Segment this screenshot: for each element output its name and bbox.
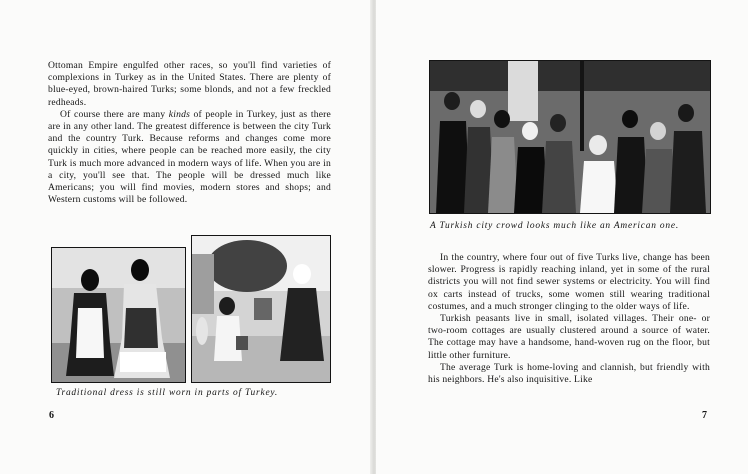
left-page [0,0,372,474]
left-paragraph-2-start: Of course there are many [60,108,169,120]
left-paragraph-1: Ottoman Empire engulfed other races, so you'll find varieties of complexions in Turkey as in the United States. There are plenty of blue-eyed, brown-haired Turks; some blonds, and not a few freckled redheads. [48,60,331,108]
left-page-text [48,60,331,206]
photo-village-water-carriers [191,235,331,383]
left-paragraph-2 [48,109,331,207]
right-paragraph-2: Turkish peasants live in small, isolated villages. Their one- or two-room cottages are usually clustered around a source of water. The cottage may have a handsome, hand-woven rug on the floor, but little other furniture. [428,313,710,361]
left-paragraph-2-emphasis: kinds [168,108,191,120]
page-number-left: 6 [49,410,54,421]
left-photo-caption: Traditional dress is still worn in parts of Turkey. [56,388,278,398]
right-page [376,0,748,474]
photo-women-traditional-dress [51,247,186,383]
right-paragraph-1: In the country, where four out of five Turks live, change has been slower. Progress is rapidly reaching inland, yet in some of the rural districts you will not find sewer systems or electricity. You will find ox carts instead of trucks, some women still wearing traditional costumes, and a much stronger clinging to the older ways of life. [428,252,710,312]
right-paragraph-3: The average Turk is home-loving and clannish, but friendly with his neighbors. He's also inquisitive. Like [428,361,710,386]
photo-city-crowd [429,60,711,214]
right-page-text [428,252,710,386]
right-photo-caption: A Turkish city crowd looks much like an American one. [430,221,679,231]
page-number-right: 7 [702,410,707,421]
left-paragraph-2-rest: of people in Turkey, just as there are in any other land. The greatest difference is between the city Turk and the country Turk. Because reforms and changes come more quickly in cities, where people can be reached more easily, the city Turk is much more advanced in modern ways of life. When you are in a city, you'll see that. The people will be dressed much like Americans; you will find movies, modern stores and shops; and Western customs will be followed. [48,108,332,206]
